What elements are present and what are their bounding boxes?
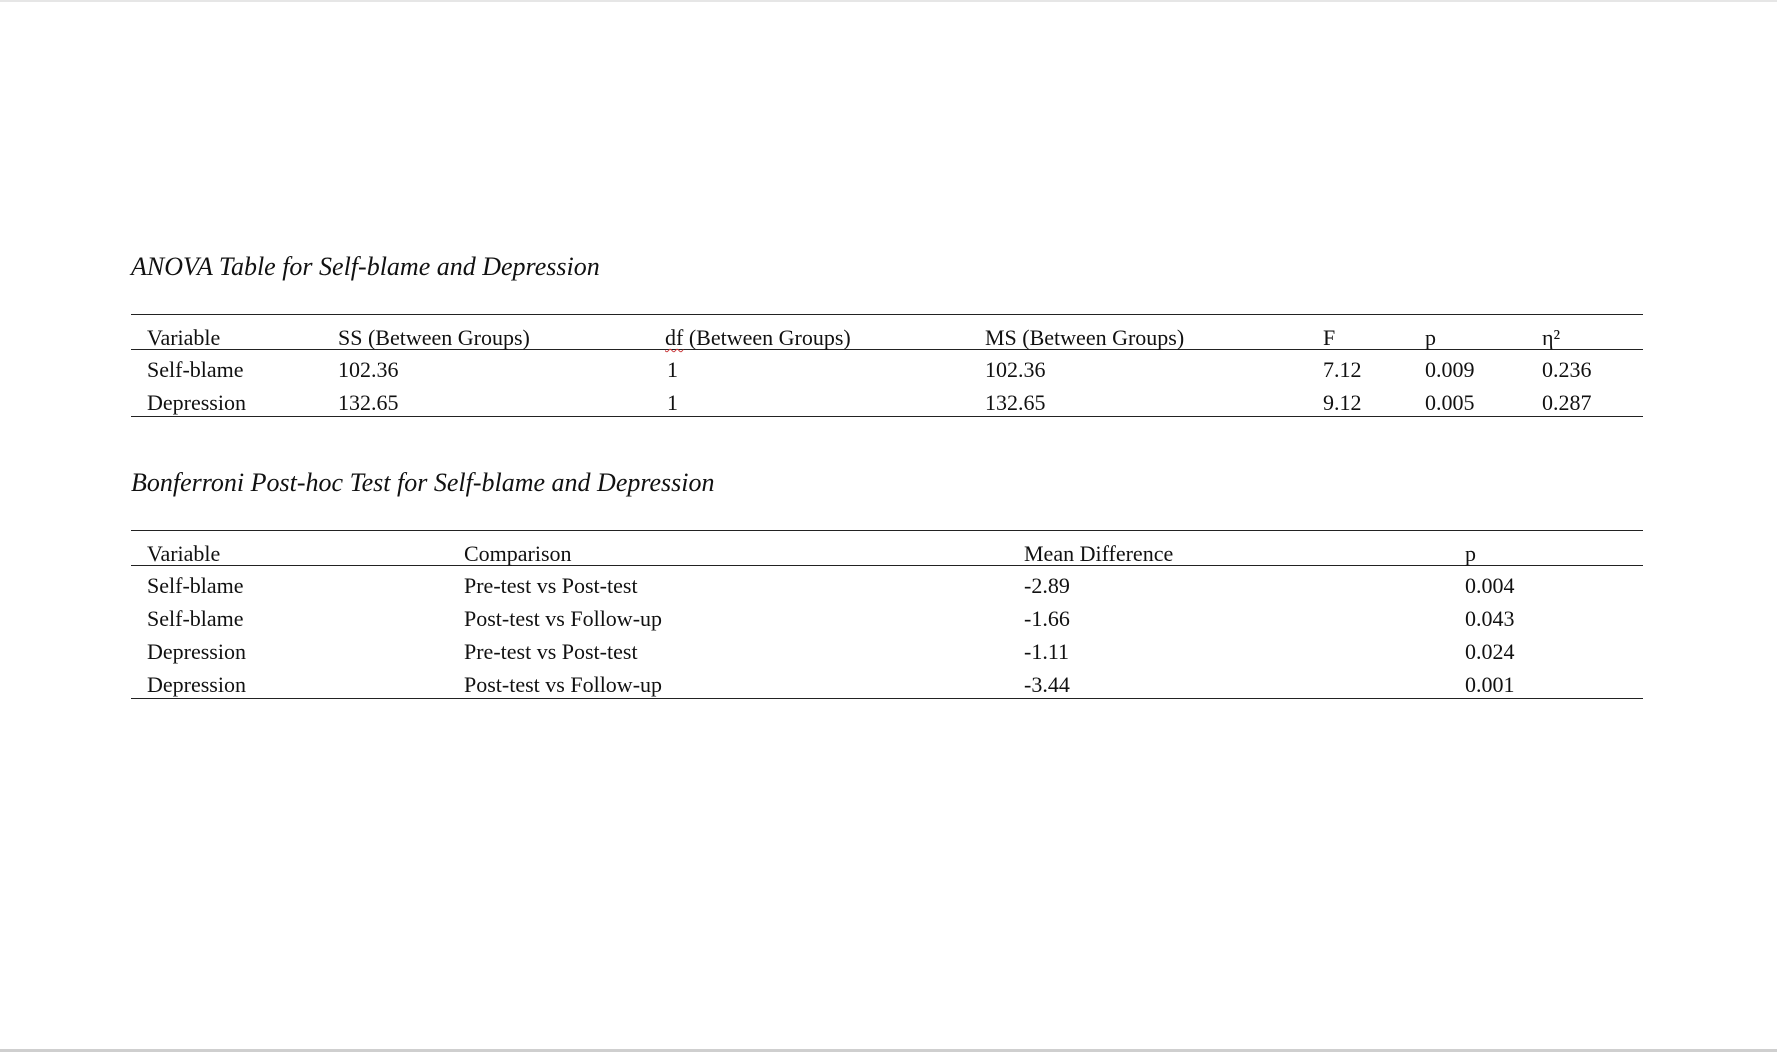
- bonferroni-cell-variable: Depression: [147, 672, 246, 697]
- bonferroni-cell-p: 0.004: [1465, 573, 1515, 598]
- top-divider: [0, 0, 1777, 2]
- anova-header-variable: Variable: [147, 325, 221, 350]
- bonferroni-row: [131, 665, 1643, 698]
- bonferroni-cell-variable: Self-blame: [147, 606, 244, 631]
- bonferroni-cell-variable: Depression: [147, 639, 246, 664]
- anova-header-ms: MS (Between Groups): [985, 325, 1185, 350]
- bonferroni-cell-comparison: Pre-test vs Post-test: [464, 573, 638, 598]
- anova-table: [131, 314, 1643, 417]
- anova-header-row: [131, 315, 1643, 350]
- bonferroni-cell-mean-difference: -3.44: [1024, 672, 1070, 697]
- bonferroni-row: [131, 599, 1643, 632]
- bonferroni-cell-mean-difference: -2.89: [1024, 573, 1070, 598]
- anova-table-title: ANOVA Table for Self-blame and Depression: [131, 252, 600, 281]
- bonferroni-cell-variable: Self-blame: [147, 573, 244, 598]
- anova-cell-f: 9.12: [1323, 390, 1362, 415]
- bonferroni-row: [131, 632, 1643, 665]
- anova-cell-ss: 132.65: [338, 390, 399, 415]
- bonferroni-cell-comparison: Post-test vs Follow-up: [464, 672, 663, 697]
- anova-header-f: F: [1323, 325, 1336, 350]
- anova-cell-p: 0.009: [1425, 357, 1475, 382]
- anova-cell-ss: 102.36: [338, 357, 399, 382]
- anova-cell-p: 0.005: [1425, 390, 1475, 415]
- anova-cell-f: 7.12: [1323, 357, 1362, 382]
- bonferroni-cell-p: 0.001: [1465, 672, 1515, 697]
- bonferroni-cell-comparison: Pre-test vs Post-test: [464, 639, 638, 664]
- anova-header-eta: η²: [1542, 325, 1561, 350]
- bonferroni-table-title: Bonferroni Post-hoc Test for Self-blame and Depression: [131, 468, 715, 497]
- bonferroni-header-variable: Variable: [147, 541, 221, 566]
- anova-header-df: [665, 325, 851, 351]
- anova-header-df-rest: (Between Groups): [683, 325, 851, 350]
- anova-header-ss: SS (Between Groups): [338, 325, 530, 350]
- anova-row: [131, 350, 1643, 383]
- anova-cell-ms: 132.65: [985, 390, 1046, 415]
- bonferroni-cell-mean-difference: -1.66: [1024, 606, 1070, 631]
- anova-cell-df: 1: [667, 357, 678, 382]
- bonferroni-header-comparison: Comparison: [464, 541, 572, 566]
- anova-cell-variable: Depression: [147, 390, 246, 415]
- anova-cell-variable: Self-blame: [147, 357, 244, 382]
- anova-cell-eta: 0.236: [1542, 357, 1592, 382]
- anova-cell-eta: 0.287: [1542, 390, 1592, 415]
- bonferroni-table: [131, 530, 1643, 699]
- anova-cell-ms: 102.36: [985, 357, 1046, 382]
- anova-header-df-abbr: df: [665, 325, 684, 350]
- anova-row: [131, 383, 1643, 416]
- bonferroni-cell-p: 0.024: [1465, 639, 1515, 664]
- bonferroni-header-row: [131, 531, 1643, 566]
- bonferroni-cell-mean-difference: -1.11: [1024, 639, 1070, 664]
- bonferroni-header-p: p: [1465, 541, 1476, 566]
- anova-cell-df: 1: [667, 390, 678, 415]
- bonferroni-cell-comparison: Post-test vs Follow-up: [464, 606, 663, 631]
- bonferroni-header-mean-difference: Mean Difference: [1024, 541, 1174, 566]
- bonferroni-cell-p: 0.043: [1465, 606, 1515, 631]
- anova-header-p: p: [1425, 325, 1436, 350]
- bonferroni-row: [131, 566, 1643, 599]
